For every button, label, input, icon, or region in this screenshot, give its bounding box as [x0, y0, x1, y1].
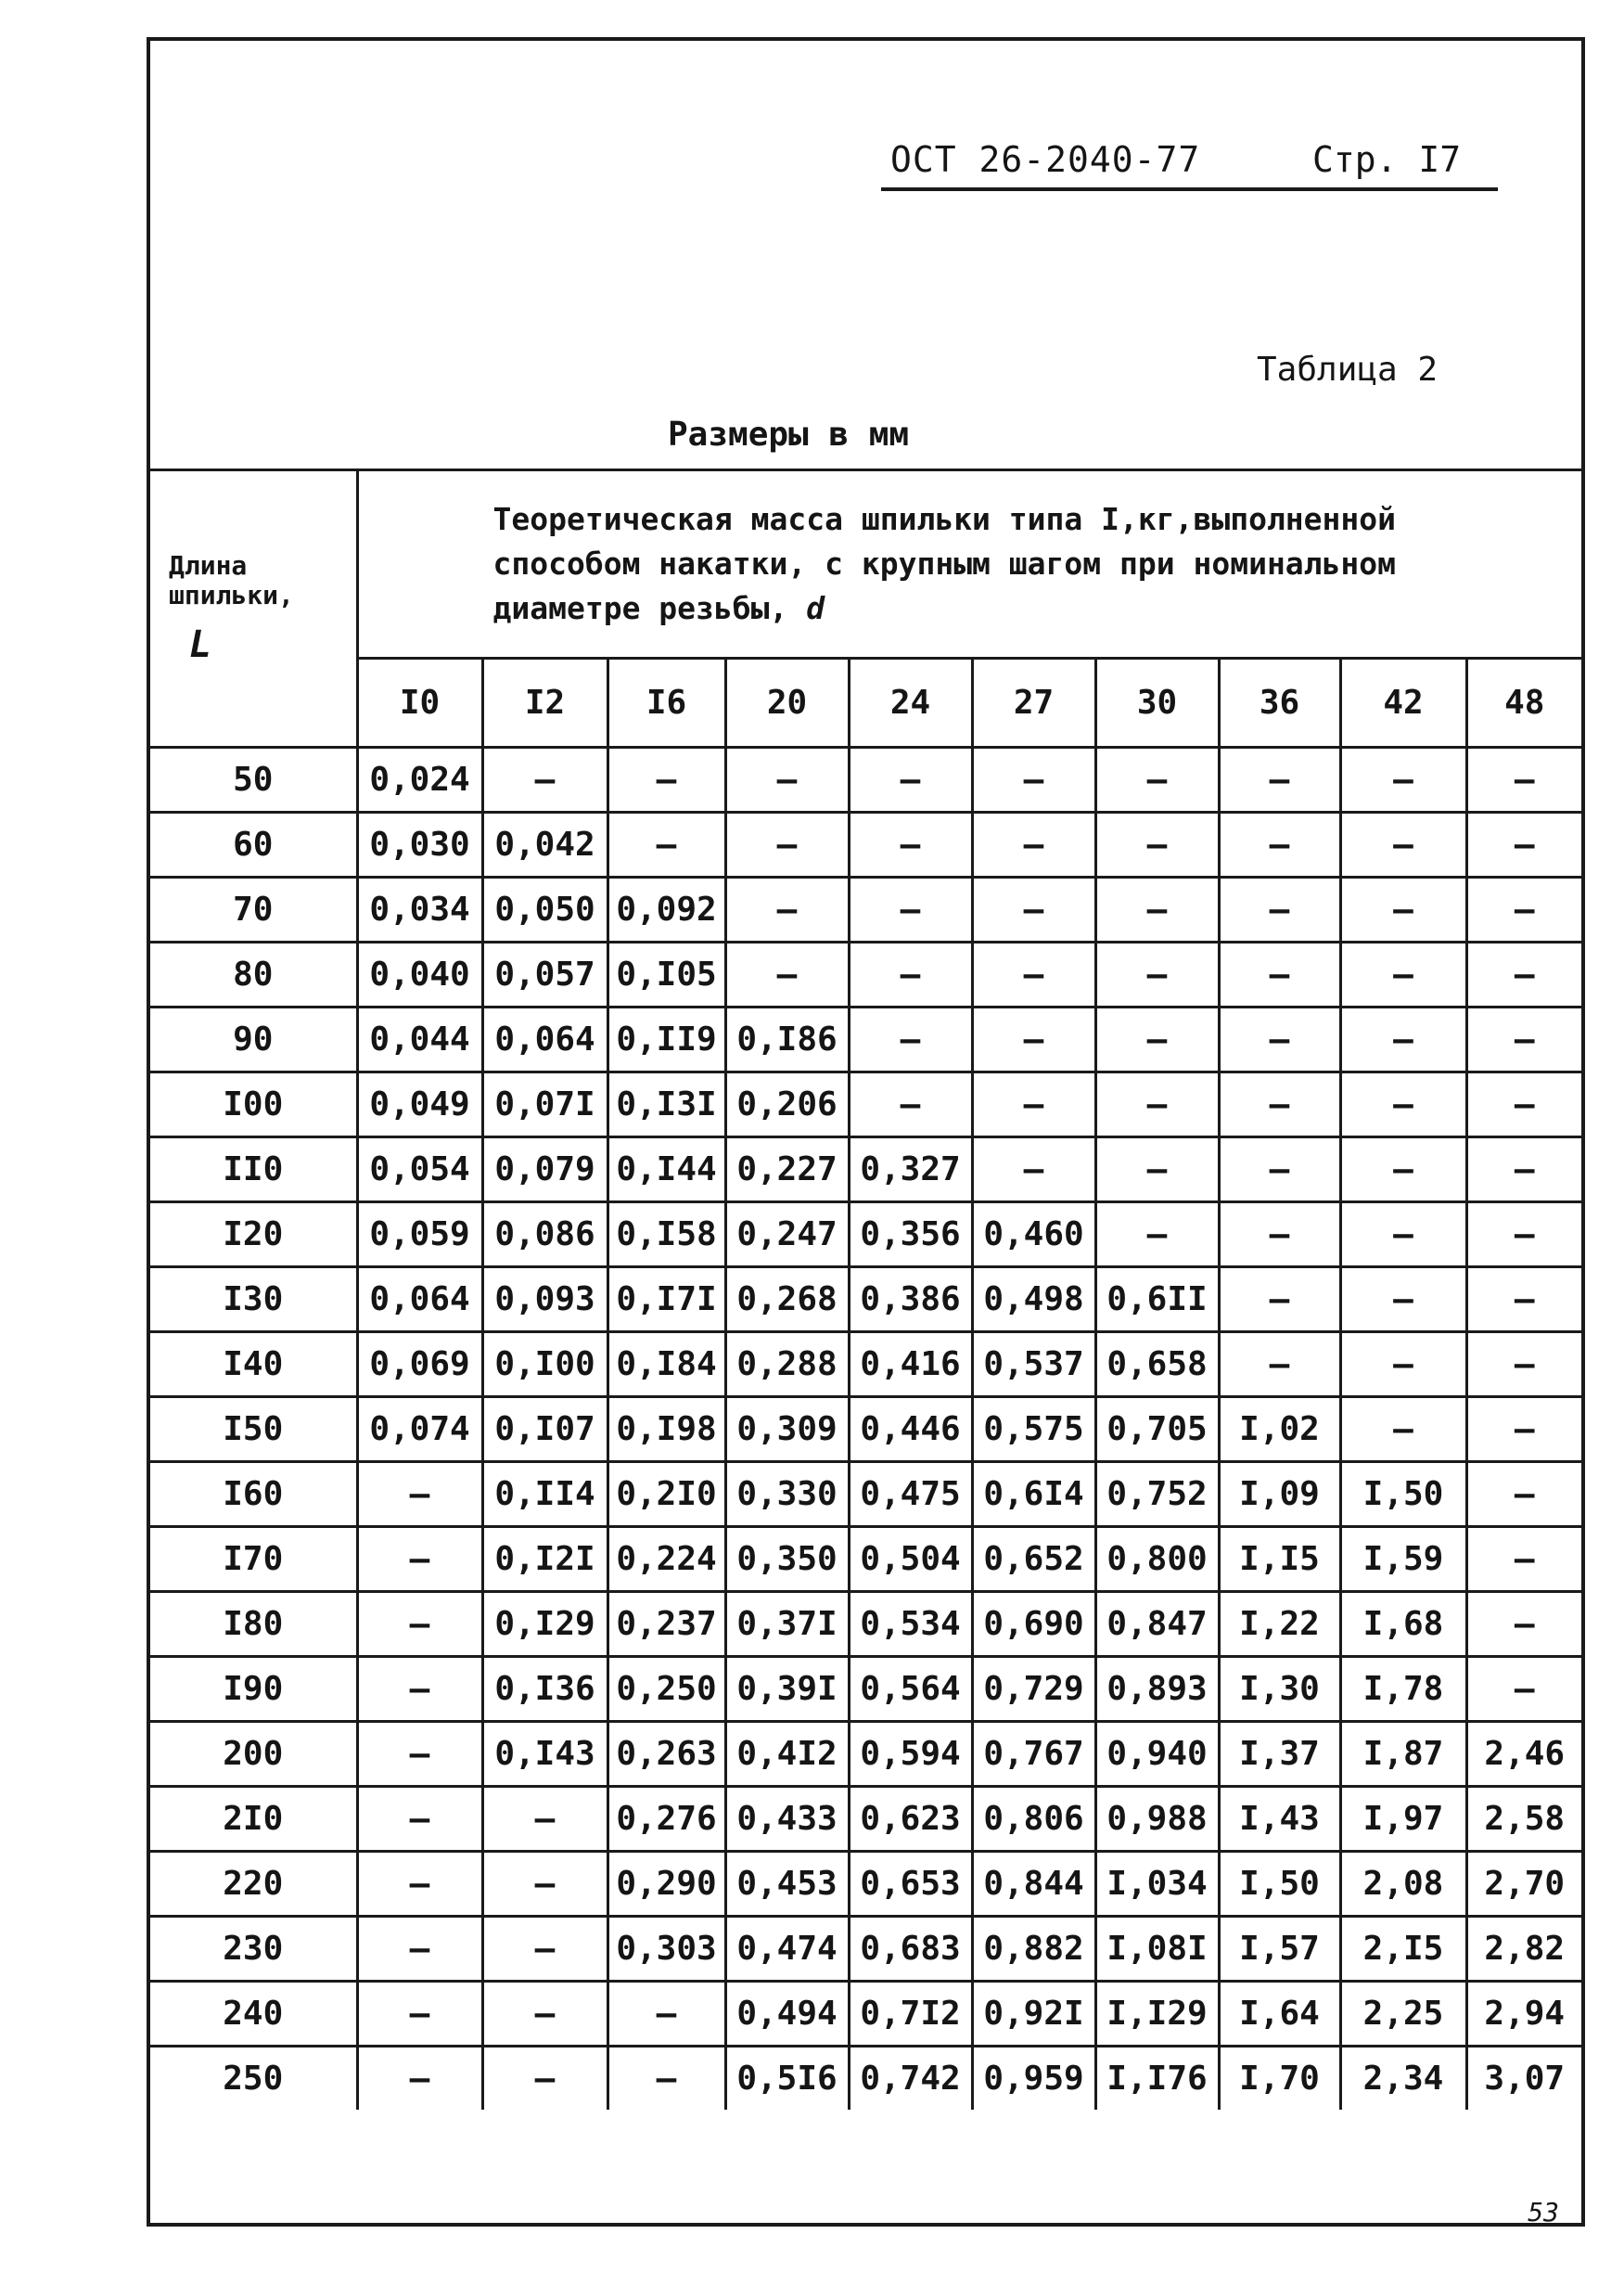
mass-cell: 3,07 [1466, 2047, 1581, 2111]
mass-cell: – [482, 748, 607, 813]
mass-cell: 2,58 [1466, 1787, 1581, 1852]
mass-cell: – [482, 1982, 607, 2047]
document-code: ОСТ 26-2040-77 [890, 139, 1201, 180]
mass-cell: 0,059 [357, 1202, 482, 1267]
mass-cell: 0,705 [1095, 1397, 1219, 1462]
mass-cell: – [607, 748, 725, 813]
mass-cell: 0,504 [849, 1527, 972, 1592]
mass-cell: 2,46 [1466, 1722, 1581, 1787]
mass-cell: 2,I5 [1340, 1917, 1466, 1982]
mass-cell: 0,086 [482, 1202, 607, 1267]
table-row [150, 1137, 1581, 1202]
mass-cell: – [1095, 1202, 1219, 1267]
mass-cell: 0,623 [849, 1787, 972, 1852]
mass-cell: 0,498 [972, 1267, 1095, 1332]
mass-cell: – [1219, 1332, 1340, 1397]
length-column-header [150, 470, 357, 748]
length-cell: I20 [150, 1202, 357, 1267]
mass-cell: – [1219, 813, 1340, 878]
mass-cell: I,50 [1340, 1462, 1466, 1527]
mass-cell: 0,658 [1095, 1332, 1219, 1397]
mass-cell: – [1340, 1332, 1466, 1397]
mass-table [150, 469, 1581, 2110]
mass-cell: 0,356 [849, 1202, 972, 1267]
mass-cell: – [1466, 813, 1581, 878]
table-row [150, 1787, 1581, 1852]
mass-cell: – [1466, 1592, 1581, 1657]
length-cell: I50 [150, 1397, 357, 1462]
diameter-header-cell: 30 [1095, 659, 1219, 748]
mass-cell: 0,268 [725, 1267, 849, 1332]
mass-cell: 0,494 [725, 1982, 849, 2047]
mass-cell: – [849, 943, 972, 1008]
mass-cell: 0,030 [357, 813, 482, 878]
mass-cell: I,59 [1340, 1527, 1466, 1592]
table-row [150, 1592, 1581, 1657]
length-cell: I00 [150, 1072, 357, 1137]
mass-cell: 0,074 [357, 1397, 482, 1462]
mass-cell: – [972, 813, 1095, 878]
table-row [150, 1072, 1581, 1137]
mass-cell: I,30 [1219, 1657, 1340, 1722]
mass-cell: – [607, 1982, 725, 2047]
mass-cell: I,034 [1095, 1852, 1219, 1917]
diameter-header-cell: I6 [607, 659, 725, 748]
length-cell: I40 [150, 1332, 357, 1397]
mass-cell: 0,303 [607, 1917, 725, 1982]
mass-cell: 0,327 [849, 1137, 972, 1202]
mass-cell: 0,5I6 [725, 2047, 849, 2111]
table-row [150, 1267, 1581, 1332]
mass-cell: – [1095, 943, 1219, 1008]
mass-cell: I,37 [1219, 1722, 1340, 1787]
mass-cell: – [1095, 813, 1219, 878]
mass-cell: – [1340, 1072, 1466, 1137]
diameter-header-cell: 24 [849, 659, 972, 748]
diameter-header-cell: 42 [1340, 659, 1466, 748]
page-number: Стр. I7 [1312, 139, 1462, 180]
mass-cell: 0,453 [725, 1852, 849, 1917]
diameter-header-cell: 36 [1219, 659, 1340, 748]
diameter-header-cell: 20 [725, 659, 849, 748]
mass-cell: 0,064 [482, 1008, 607, 1072]
mass-cell: – [849, 813, 972, 878]
mass-cell: – [725, 748, 849, 813]
mass-cell: 0,064 [357, 1267, 482, 1332]
mass-cell: 0,092 [607, 878, 725, 943]
mass-cell: – [1340, 1137, 1466, 1202]
mass-cell: 0,433 [725, 1787, 849, 1852]
mass-cell: 0,206 [725, 1072, 849, 1137]
mass-cell: 0,594 [849, 1722, 972, 1787]
mass-cell: – [1219, 748, 1340, 813]
mass-cell: 2,25 [1340, 1982, 1466, 2047]
length-cell: II0 [150, 1137, 357, 1202]
mass-cell: 0,767 [972, 1722, 1095, 1787]
mass-cell: – [357, 1722, 482, 1787]
mass-cell: 0,040 [357, 943, 482, 1008]
mass-cell: – [1466, 878, 1581, 943]
mass-cell: – [357, 1852, 482, 1917]
table-row [150, 1202, 1581, 1267]
mass-cell: 0,224 [607, 1527, 725, 1592]
mass-cell: – [357, 2047, 482, 2111]
mass-cell: – [725, 943, 849, 1008]
mass-cell: – [1095, 878, 1219, 943]
length-cell: 200 [150, 1722, 357, 1787]
mass-cell: – [1219, 1137, 1340, 1202]
table-row [150, 1527, 1581, 1592]
mass-cell: – [482, 2047, 607, 2111]
mass-cell: 0,I2I [482, 1527, 607, 1592]
mass-cell: 0,350 [725, 1527, 849, 1592]
mass-cell: – [1466, 943, 1581, 1008]
table-row [150, 943, 1581, 1008]
table-row [150, 1462, 1581, 1527]
mass-cell: 0,I07 [482, 1397, 607, 1462]
mass-cell: 0,92I [972, 1982, 1095, 2047]
mass-cell: – [357, 1787, 482, 1852]
mass-cell: – [972, 878, 1095, 943]
mass-cell: 0,2I0 [607, 1462, 725, 1527]
mass-cell: I,70 [1219, 2047, 1340, 2111]
mass-cell: 0,I29 [482, 1592, 607, 1657]
mass-cell: 0,049 [357, 1072, 482, 1137]
mass-cell: 0,227 [725, 1137, 849, 1202]
mass-cell: – [357, 1982, 482, 2047]
length-cell: 60 [150, 813, 357, 878]
mass-cell: – [1219, 943, 1340, 1008]
mass-cell: – [1466, 1008, 1581, 1072]
mass-cell: 0,II4 [482, 1462, 607, 1527]
length-cell: I60 [150, 1462, 357, 1527]
mass-cell: I,I29 [1095, 1982, 1219, 2047]
mass-cell: – [1466, 1657, 1581, 1722]
table-row [150, 1332, 1581, 1397]
table-row [150, 2047, 1581, 2111]
table-row [150, 813, 1581, 878]
mass-cell: 0,7I2 [849, 1982, 972, 2047]
length-cell: 80 [150, 943, 357, 1008]
mass-cell: 0,054 [357, 1137, 482, 1202]
mass-header-line-3: диаметре резьбы, [492, 589, 788, 626]
mass-cell: 0,250 [607, 1657, 725, 1722]
mass-header-line-2: способом накатки, с крупным шагом при номинальном [492, 546, 1397, 583]
mass-cell: I,02 [1219, 1397, 1340, 1462]
mass-cell: 0,806 [972, 1787, 1095, 1852]
mass-cell: 0,237 [607, 1592, 725, 1657]
mass-cell: – [849, 1008, 972, 1072]
table-row [150, 1397, 1581, 1462]
mass-cell: 0,847 [1095, 1592, 1219, 1657]
mass-cell: 0,I7I [607, 1267, 725, 1332]
mass-cell: 0,276 [607, 1787, 725, 1852]
mass-cell: – [972, 748, 1095, 813]
length-symbol: L [189, 623, 212, 667]
mass-cell: 0,893 [1095, 1657, 1219, 1722]
mass-cell: – [1095, 1137, 1219, 1202]
mass-cell: 0,4I2 [725, 1722, 849, 1787]
mass-cell: – [607, 2047, 725, 2111]
header-underline [881, 187, 1498, 191]
table-row [150, 1917, 1581, 1982]
mass-cell: – [1466, 748, 1581, 813]
mass-cell: – [482, 1917, 607, 1982]
mass-cell: I,57 [1219, 1917, 1340, 1982]
mass-cell: 0,6II [1095, 1267, 1219, 1332]
mass-cell: – [1095, 1008, 1219, 1072]
mass-cell: – [1340, 1267, 1466, 1332]
mass-cell: – [357, 1917, 482, 1982]
mass-cell: 0,I58 [607, 1202, 725, 1267]
mass-cell: 0,I43 [482, 1722, 607, 1787]
mass-cell: I,43 [1219, 1787, 1340, 1852]
mass-cell: – [1466, 1332, 1581, 1397]
mass-cell: 0,683 [849, 1917, 972, 1982]
mass-cell: – [1340, 1202, 1466, 1267]
table-row [150, 1982, 1581, 2047]
mass-cell: 0,042 [482, 813, 607, 878]
table-row [150, 1852, 1581, 1917]
mass-cell: 0,940 [1095, 1722, 1219, 1787]
mass-cell: – [357, 1592, 482, 1657]
mass-cell: I,50 [1219, 1852, 1340, 1917]
mass-cell: 0,079 [482, 1137, 607, 1202]
mass-cell: – [849, 748, 972, 813]
mass-cell: – [1466, 1137, 1581, 1202]
mass-cell: 0,I3I [607, 1072, 725, 1137]
table-row [150, 748, 1581, 813]
length-cell: I70 [150, 1527, 357, 1592]
mass-cell: 0,690 [972, 1592, 1095, 1657]
table-body [150, 748, 1581, 2111]
length-cell: 250 [150, 2047, 357, 2111]
mass-cell: 0,093 [482, 1267, 607, 1332]
mass-cell: I,78 [1340, 1657, 1466, 1722]
mass-cell: 2,34 [1340, 2047, 1466, 2111]
mass-cell: 2,94 [1466, 1982, 1581, 2047]
length-cell: 70 [150, 878, 357, 943]
mass-cell: 0,882 [972, 1917, 1095, 1982]
length-cell: I30 [150, 1267, 357, 1332]
mass-cell: 0,475 [849, 1462, 972, 1527]
mass-cell: – [357, 1462, 482, 1527]
mass-cell: – [1466, 1527, 1581, 1592]
mass-cell: 0,I84 [607, 1332, 725, 1397]
table-row [150, 1722, 1581, 1787]
mass-cell: 0,263 [607, 1722, 725, 1787]
mass-cell: – [1219, 1072, 1340, 1137]
mass-cell: 0,290 [607, 1852, 725, 1917]
mass-cell: – [1466, 1072, 1581, 1137]
mass-cell: 0,057 [482, 943, 607, 1008]
mass-cell: I,09 [1219, 1462, 1340, 1527]
mass-cell: 0,247 [725, 1202, 849, 1267]
table-number: Таблица 2 [1257, 351, 1439, 389]
mass-cell: – [1466, 1462, 1581, 1527]
mass-cell: – [1340, 748, 1466, 813]
mass-header-line-1: Теоретическая масса шпильки типа I,кг,выполненной [492, 501, 1397, 538]
mass-cell: – [849, 1072, 972, 1137]
mass-cell: 2,70 [1466, 1852, 1581, 1917]
mass-cell: 0,474 [725, 1917, 849, 1982]
mass-cell: 0,I36 [482, 1657, 607, 1722]
table-row [150, 1657, 1581, 1722]
mass-cell: 0,288 [725, 1332, 849, 1397]
length-cell: 90 [150, 1008, 357, 1072]
mass-cell: – [1219, 1267, 1340, 1332]
mass-cell: I,87 [1340, 1722, 1466, 1787]
mass-cell: 0,844 [972, 1852, 1095, 1917]
mass-cell: 0,II9 [607, 1008, 725, 1072]
mass-cell: 0,034 [357, 878, 482, 943]
diameter-symbol: d [806, 589, 825, 626]
mass-cell: 0,446 [849, 1397, 972, 1462]
mass-cell: 0,6I4 [972, 1462, 1095, 1527]
length-cell: 220 [150, 1852, 357, 1917]
mass-cell: 0,653 [849, 1852, 972, 1917]
diameter-header-cell: I2 [482, 659, 607, 748]
mass-cell: 0,386 [849, 1267, 972, 1332]
mass-cell: – [1340, 813, 1466, 878]
length-cell: I80 [150, 1592, 357, 1657]
mass-cell: 0,069 [357, 1332, 482, 1397]
diameter-header-row [150, 659, 1581, 748]
mass-cell: I,08I [1095, 1917, 1219, 1982]
mass-cell: 0,050 [482, 878, 607, 943]
mass-cell: 0,309 [725, 1397, 849, 1462]
length-header-label: Длина шпильки, [169, 549, 294, 610]
mass-cell: – [1340, 1008, 1466, 1072]
mass-cell: – [1219, 1202, 1340, 1267]
mass-cell: 0,I98 [607, 1397, 725, 1462]
mass-cell: – [972, 1008, 1095, 1072]
diameter-header-cell: 27 [972, 659, 1095, 748]
mass-column-header [357, 470, 1581, 659]
mass-cell: 0,I00 [482, 1332, 607, 1397]
mass-cell: – [1466, 1397, 1581, 1462]
length-cell: 240 [150, 1982, 357, 2047]
length-cell: I90 [150, 1657, 357, 1722]
mass-cell: I,68 [1340, 1592, 1466, 1657]
mass-cell: 0,575 [972, 1397, 1095, 1462]
mass-cell: 0,37I [725, 1592, 849, 1657]
length-cell: 50 [150, 748, 357, 813]
mass-cell: 0,534 [849, 1592, 972, 1657]
mass-cell: 0,39I [725, 1657, 849, 1722]
table-row [150, 1008, 1581, 1072]
mass-cell: 0,988 [1095, 1787, 1219, 1852]
mass-cell: 0,044 [357, 1008, 482, 1072]
mass-cell: 0,564 [849, 1657, 972, 1722]
mass-cell: – [1340, 943, 1466, 1008]
mass-cell: 0,024 [357, 748, 482, 813]
mass-cell: – [1219, 1008, 1340, 1072]
units-caption: Размеры в мм [668, 416, 910, 454]
mass-cell: – [1219, 878, 1340, 943]
mass-cell: – [1095, 748, 1219, 813]
mass-cell: – [972, 1072, 1095, 1137]
mass-cell: 0,800 [1095, 1527, 1219, 1592]
mass-cell: I,I5 [1219, 1527, 1340, 1592]
mass-cell: 0,959 [972, 2047, 1095, 2111]
mass-cell: – [725, 813, 849, 878]
mass-cell: 0,416 [849, 1332, 972, 1397]
mass-cell: – [482, 1787, 607, 1852]
mass-cell: – [1340, 878, 1466, 943]
mass-cell: – [1095, 1072, 1219, 1137]
diameter-header-cell: 48 [1466, 659, 1581, 748]
mass-cell: 0,729 [972, 1657, 1095, 1722]
mass-cell: 0,I05 [607, 943, 725, 1008]
mass-cell: I,64 [1219, 1982, 1340, 2047]
table-row [150, 878, 1581, 943]
mass-cell: 2,08 [1340, 1852, 1466, 1917]
mass-cell: 0,330 [725, 1462, 849, 1527]
mass-cell: – [725, 878, 849, 943]
mass-cell: – [357, 1657, 482, 1722]
mass-cell: – [849, 878, 972, 943]
mass-cell: – [1466, 1202, 1581, 1267]
mass-cell: – [972, 1137, 1095, 1202]
mass-cell: – [607, 813, 725, 878]
mass-cell: I,97 [1340, 1787, 1466, 1852]
mass-cell: – [1340, 1397, 1466, 1462]
mass-cell: 0,I86 [725, 1008, 849, 1072]
mass-cell: 2,82 [1466, 1917, 1581, 1982]
length-cell: 230 [150, 1917, 357, 1982]
mass-cell: 0,752 [1095, 1462, 1219, 1527]
mass-cell: 0,652 [972, 1527, 1095, 1592]
mass-cell: – [357, 1527, 482, 1592]
diameter-header-cell: I0 [357, 659, 482, 748]
mass-cell: – [482, 1852, 607, 1917]
mass-cell: I,22 [1219, 1592, 1340, 1657]
mass-cell: I,I76 [1095, 2047, 1219, 2111]
mass-cell: 0,460 [972, 1202, 1095, 1267]
sheet-number: 53 [1528, 2197, 1559, 2227]
length-cell: 2I0 [150, 1787, 357, 1852]
mass-cell: – [1466, 1267, 1581, 1332]
mass-cell: 0,I44 [607, 1137, 725, 1202]
mass-cell: 0,537 [972, 1332, 1095, 1397]
mass-cell: 0,07I [482, 1072, 607, 1137]
mass-cell: – [972, 943, 1095, 1008]
mass-cell: 0,742 [849, 2047, 972, 2111]
